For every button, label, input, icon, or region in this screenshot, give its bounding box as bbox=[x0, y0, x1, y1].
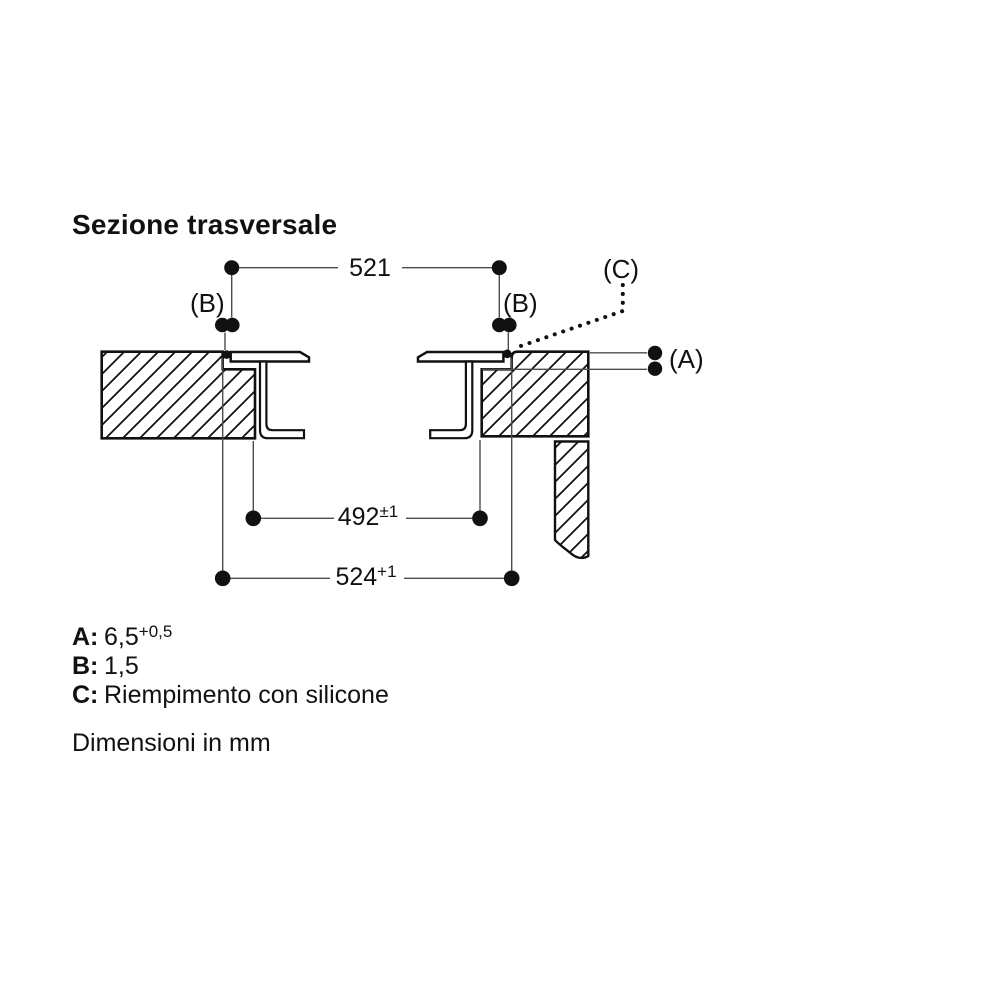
legend-value-b-number: 1,5 bbox=[104, 652, 139, 681]
legend-value-a bbox=[104, 624, 172, 653]
dimension-524-tolerance: +1 bbox=[377, 562, 397, 581]
dot-492-left bbox=[246, 511, 262, 527]
page-title: Sezione trasversale bbox=[72, 209, 338, 240]
legend-row-c bbox=[72, 682, 389, 711]
legend-value-a-tolerance: +0,5 bbox=[138, 622, 173, 641]
dot-b-left-2 bbox=[225, 318, 240, 333]
legend-value-c-text: Riempimento con silicone bbox=[104, 681, 389, 710]
legend-value-a-number: 6,5 bbox=[104, 623, 139, 651]
legend-value-c bbox=[104, 682, 389, 711]
callout-b-left: (B) bbox=[190, 288, 225, 318]
callout-b-right: (B) bbox=[503, 288, 538, 318]
hob-profiles bbox=[231, 352, 504, 438]
hob-bracket-right bbox=[430, 362, 472, 439]
legend bbox=[72, 624, 389, 712]
dot-524-left bbox=[215, 571, 231, 587]
dimension-524 bbox=[320, 564, 412, 593]
hob-bracket-left bbox=[260, 362, 304, 439]
dot-b-right-2 bbox=[502, 318, 517, 333]
legend-value-b bbox=[104, 653, 139, 682]
hob-top-plate-left bbox=[231, 352, 309, 362]
callout-a: (A) bbox=[669, 344, 704, 374]
dim-492-extensions bbox=[253, 440, 480, 511]
dimension-521-value: 521 bbox=[349, 254, 391, 282]
callout-c: (C) bbox=[603, 254, 640, 284]
legend-row-a bbox=[72, 624, 389, 653]
legend-key-c: C: bbox=[72, 681, 99, 710]
worktop-left-section bbox=[102, 352, 255, 439]
dot-a-bottom bbox=[648, 362, 662, 376]
cabinet-panel-section bbox=[555, 442, 588, 558]
dimension-524-value: 524 bbox=[335, 563, 378, 591]
legend-key-b: B: bbox=[72, 652, 99, 681]
ref-dot-gap-right bbox=[503, 350, 512, 359]
dimension-492 bbox=[322, 504, 414, 533]
dot-524-right bbox=[504, 571, 520, 587]
dot-521-left bbox=[224, 260, 239, 275]
dot-a-top bbox=[648, 346, 662, 360]
dot-492-right bbox=[472, 511, 488, 527]
legend-row-b bbox=[72, 653, 389, 682]
dimension-492-value: 492 bbox=[337, 503, 380, 531]
units-note: Dimensioni in mm bbox=[72, 729, 271, 757]
hob-top-plate-right bbox=[418, 352, 503, 362]
worktop-right-section bbox=[482, 352, 589, 437]
dimension-521 bbox=[337, 255, 403, 284]
dot-521-right bbox=[492, 260, 507, 275]
dimension-dots bbox=[215, 260, 662, 586]
ref-dot-gap-left bbox=[222, 350, 231, 359]
dimension-492-tolerance: ±1 bbox=[379, 502, 399, 521]
legend-key-a: A: bbox=[72, 623, 99, 651]
